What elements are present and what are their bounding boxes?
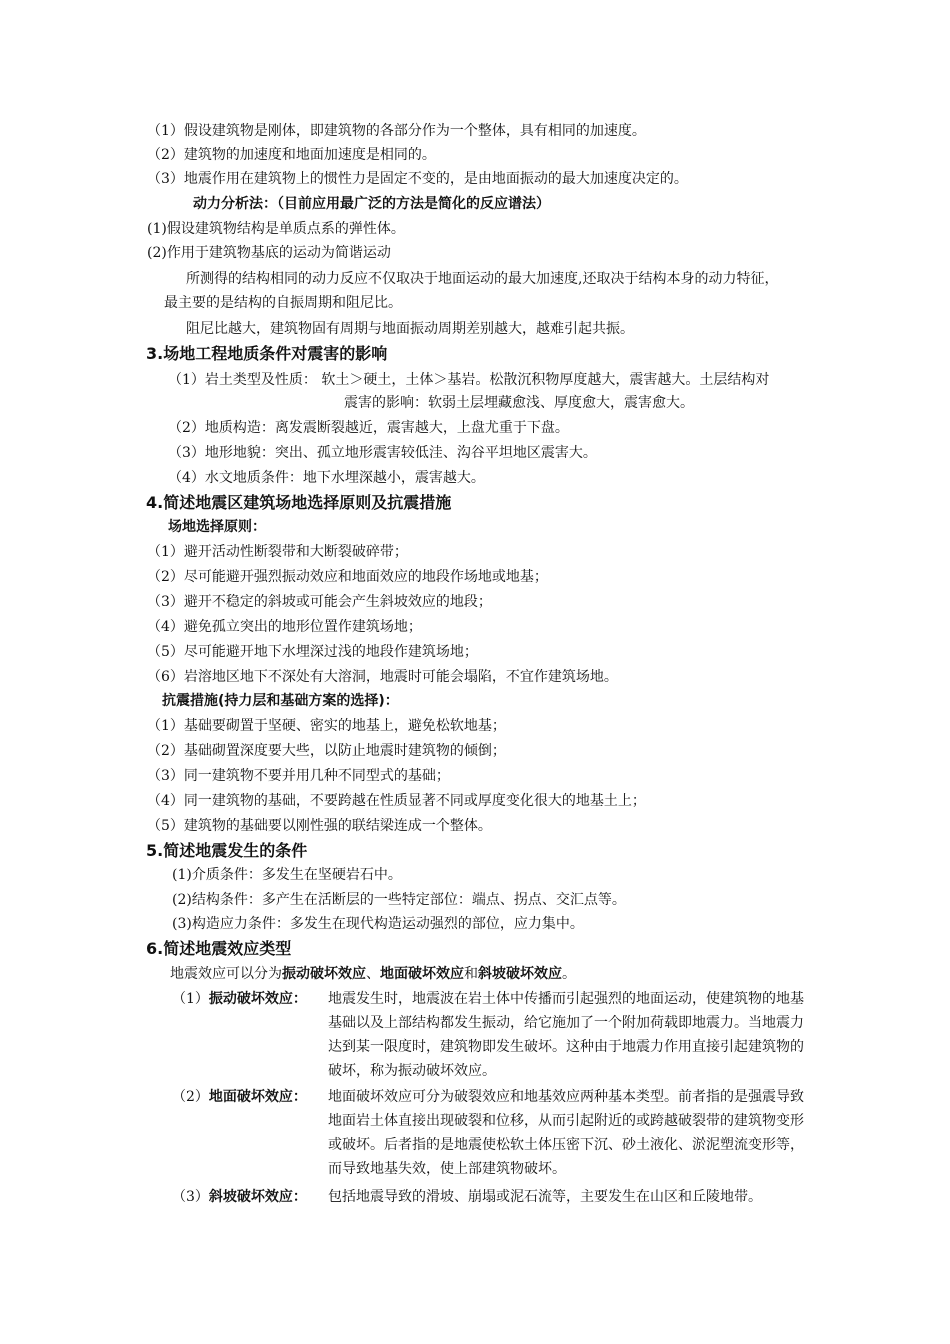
list-item: （5）建筑物的基础要以刚性强的联结梁连成一个整体。 — [147, 818, 492, 834]
subheading-measures: 抗震措施(持力层和基础方案的选择)： — [162, 693, 399, 709]
list-item: (1)假设建筑物结构是单质点系的弹性体。 — [147, 221, 405, 237]
section-title-4: 4.简述地震区建筑场地选择原则及抗震措施 — [146, 493, 452, 512]
effect-desc-line: 地面岩土体直接出现破裂和位移，从而引起附近的或跨越破裂带的建筑物变形 — [328, 1113, 804, 1129]
effect-desc-line: 而导致地基失效，使上部建筑物破坏。 — [328, 1161, 566, 1177]
list-item: （3）同一建筑物不要并用几种不同型式的基础； — [147, 768, 450, 784]
intro-bold-term: 振动破坏效应 — [282, 966, 366, 982]
effect-number: （2） — [172, 1089, 209, 1105]
effect-number: （3） — [172, 1189, 209, 1205]
list-item: （1）基础要砌置于坚硬、密实的地基上，避免松软地基； — [147, 718, 506, 734]
list-item: （2）基础砌置深度要大些，以防止地震时建筑物的倾倒； — [147, 743, 506, 759]
effect-desc-line: 地震发生时，地震波在岩土体中传播而引起强烈的地面运动，使建筑物的地基 — [328, 991, 804, 1007]
list-item-continuation: 震害的影响：软弱土层埋藏愈浅、厚度愈大，震害愈大。 — [344, 395, 694, 411]
list-item: （1）岩土类型及性质： 软土＞硬土，土体＞基岩。松散沉积物厚度越大，震害越大。土层结构对 — [168, 372, 770, 388]
paragraph-line: 所测得的结构相同的动力反应不仅取决于地面运动的最大加速度,还取决于结构本身的动力特征， — [186, 271, 779, 287]
paragraph-line: 最主要的是结构的自振周期和阻尼比。 — [164, 295, 402, 311]
intro-bold-term: 斜坡破坏效应 — [478, 966, 562, 982]
list-item: （4）水文地质条件：地下水埋深越小，震害越大。 — [168, 470, 485, 486]
section-title-3: 3.场地工程地质条件对震害的影响 — [146, 344, 388, 363]
list-item: （1）假设建筑物是刚体，即建筑物的各部分作为一个整体，具有相同的加速度。 — [147, 123, 646, 139]
subheading-dynamic-analysis: 动力分析法：（目前应用最广泛的方法是简化的反应谱法） — [193, 196, 550, 212]
list-item: （1）避开活动性断裂带和大断裂破碎带； — [147, 544, 408, 560]
effect-name: 地面破坏效应： — [208, 1089, 307, 1105]
list-item: （4）同一建筑物的基础，不要跨越在性质显著不同或厚度变化很大的地基土上； — [147, 793, 646, 809]
effect-desc-line: 基础以及上部结构都发生振动，给它施加了一个附加荷载即地震力。当地震力 — [328, 1015, 804, 1031]
list-item: （2）地质构造：离发震断裂越近，震害越大，上盘尤重于下盘。 — [168, 420, 569, 436]
list-item: （3）地震作用在建筑物上的惯性力是固定不变的，是由地面振动的最大加速度决定的。 — [147, 171, 688, 187]
list-item: （4）避免孤立突出的地形位置作建筑场地； — [147, 619, 422, 635]
subheading-site-principles: 场地选择原则： — [168, 519, 266, 535]
effect-desc-line: 达到某一限度时，建筑物即发生破坏。这种由于地震力作用直接引起建筑物的 — [328, 1039, 804, 1055]
effect-desc-line: 包括地震导致的滑坡、崩塌或泥石流等，主要发生在山区和丘陵地带。 — [328, 1189, 762, 1205]
list-item: （3）避开不稳定的斜坡或可能会产生斜坡效应的地段； — [147, 594, 492, 610]
effect-label — [172, 1087, 307, 1107]
list-item: (2)作用于建筑物基底的运动为简谐运动 — [147, 245, 391, 261]
effect-name: 振动破坏效应： — [208, 991, 307, 1007]
intro-end: 。 — [562, 966, 576, 982]
list-item: （2）建筑物的加速度和地面加速度是相同的。 — [147, 147, 436, 163]
intro-separator: 、 — [366, 966, 380, 982]
list-item: (2)结构条件：多产生在活断层的一些特定部位：端点、拐点、交汇点等。 — [172, 892, 626, 908]
list-item: （2）尽可能避开强烈振动效应和地面效应的地段作场地或地基； — [147, 569, 548, 585]
list-item: (1)介质条件：多发生在坚硬岩石中。 — [172, 867, 402, 883]
section-title-5: 5.简述地震发生的条件 — [146, 841, 308, 860]
intro-separator: 和 — [464, 966, 478, 982]
effect-desc-line: 或破坏。后者指的是地震使松软土体压密下沉、砂土液化、淤泥塑流变形等， — [328, 1137, 804, 1153]
intro-text: 地震效应可以分为 — [170, 966, 282, 982]
list-item: （5）尽可能避开地下水埋深过浅的地段作建筑场地； — [147, 644, 478, 660]
section-title-6: 6.简述地震效应类型 — [146, 939, 292, 958]
effect-name: 斜坡破坏效应： — [208, 1189, 307, 1205]
effect-desc-line: 地面破坏效应可分为破裂效应和地基效应两种基本类型。前者指的是强震导致 — [328, 1089, 804, 1105]
effect-number: （1） — [172, 991, 209, 1007]
paragraph: 阻尼比越大，建筑物固有周期与地面振动周期差别越大，越难引起共振。 — [186, 321, 634, 337]
intro-paragraph — [170, 964, 576, 984]
list-item: （6）岩溶地区地下不深处有大溶洞，地震时可能会塌陷，不宜作建筑场地。 — [147, 669, 618, 685]
list-item: (3)构造应力条件：多发生在现代构造运动强烈的部位，应力集中。 — [172, 916, 584, 932]
effect-label — [172, 1187, 307, 1207]
effect-desc-line: 破坏，称为振动破坏效应。 — [328, 1063, 496, 1079]
effect-label — [172, 989, 307, 1009]
list-item: （3）地形地貌：突出、孤立地形震害较低洼、沟谷平坦地区震害大。 — [168, 445, 597, 461]
intro-bold-term: 地面破坏效应 — [380, 966, 464, 982]
